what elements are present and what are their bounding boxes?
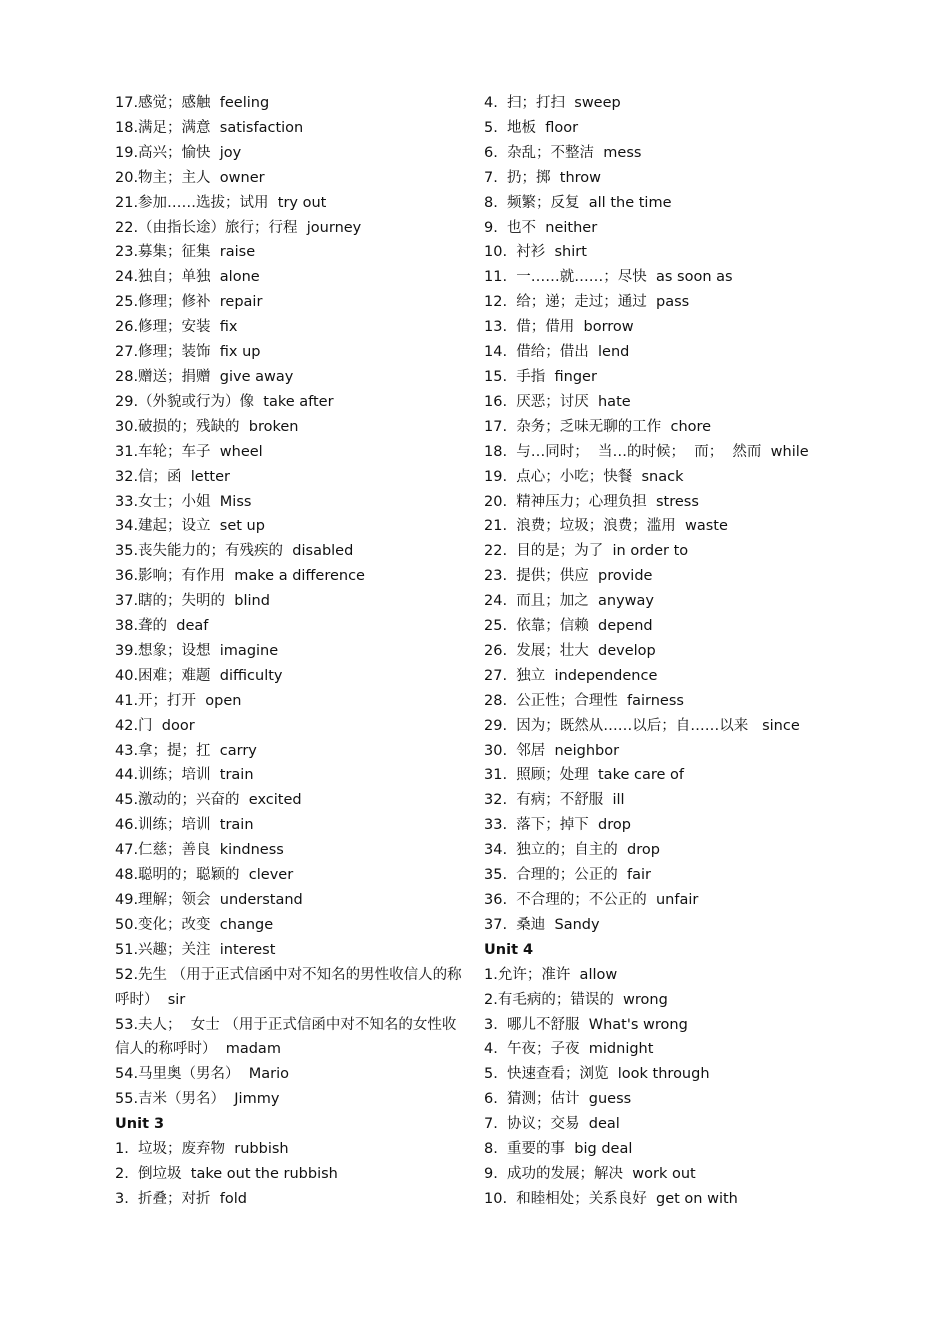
vocab-entry: 3. 哪儿不舒服 What's wrong: [484, 1016, 688, 1033]
vocab-entry: 43.拿；提；扛 carry: [115, 742, 257, 759]
vocab-entry: 18.满足；满意 satisfaction: [115, 119, 304, 136]
vocab-entry: 37.瞎的；失明的 blind: [115, 593, 270, 610]
vocab-entry: 9. 成功的发展；解决 work out: [484, 1165, 696, 1182]
vocab-entry: 36.影响；有作用 make a difference: [115, 568, 365, 585]
vocab-entry: 2.有毛病的；错误的 wrong: [484, 991, 668, 1008]
vocab-entry: 11. 一……就……；尽快 as soon as: [484, 269, 733, 286]
vocab-entry: 1.允许；准许 allow: [484, 966, 618, 983]
vocab-entry: 1. 垃圾；废弃物 rubbish: [115, 1141, 289, 1158]
vocab-entry: 34. 独立的；自主的 drop: [484, 842, 660, 859]
vocab-entry: 31.车轮；车子 wheel: [115, 443, 263, 460]
vocab-entry: 21.参加……选拔；试用 try out: [115, 194, 327, 211]
vocab-entry: 22. 目的是；为了 in order to: [484, 543, 689, 560]
vocab-entry: 22.（由指长途）旅行；行程 journey: [115, 219, 362, 236]
vocab-entry: 45.激动的；兴奋的 excited: [115, 792, 302, 809]
vocab-entry: 14. 借给；借出 lend: [484, 344, 630, 361]
vocab-entry: 28. 公正性；合理性 fairness: [484, 692, 684, 709]
vocab-entry: 50.变化；改变 change: [115, 916, 274, 933]
vocab-entry: 6. 杂乱；不整洁 mess: [484, 144, 642, 161]
vocab-entry: 26. 发展；壮大 develop: [484, 642, 656, 659]
vocab-entry: 4. 午夜；子夜 midnight: [484, 1041, 654, 1058]
vocab-entry: 4. 扫；打扫 sweep: [484, 95, 621, 111]
vocab-entry: 29.（外貌或行为）像 take after: [115, 393, 334, 410]
vocab-entry: 51.兴趣；关注 interest: [115, 941, 276, 958]
vocab-entry: 15. 手指 finger: [484, 368, 597, 385]
unit-heading: Unit 3: [115, 1116, 165, 1133]
vocab-entry: 27.修理；装饰 fix up: [115, 344, 261, 361]
vocab-entry: 36. 不合理的；不公正的 unfair: [484, 892, 699, 908]
right-column: [484, 91, 834, 1212]
vocab-entry: 9. 也不 neither: [484, 219, 598, 236]
vocab-entry: 20.物主；主人 owner: [115, 169, 265, 186]
vocab-entry: 19. 点心；小吃；快餐 snack: [484, 468, 684, 485]
vocab-entry: 17. 杂务；乏味无聊的工作 chore: [484, 418, 712, 435]
vocab-entry: 6. 猜测；估计 guess: [484, 1091, 632, 1108]
vocab-entry: 16. 厌恶；讨厌 hate: [484, 393, 631, 410]
vocab-entry: 24. 而且；加之 anyway: [484, 593, 654, 610]
vocab-entry: 33.女士；小姐 Miss: [115, 493, 252, 510]
vocab-entry: 5. 快速查看；浏览 look through: [484, 1066, 710, 1083]
vocab-entry: 49.理解；领会 understand: [115, 892, 303, 908]
vocab-entry: 30.破损的；残缺的 broken: [115, 418, 299, 435]
vocab-entry: 10. 衬衫 shirt: [484, 244, 587, 261]
vocab-entry: 29. 因为；既然从……以后；自……以来 since: [484, 717, 800, 734]
vocab-entry: 39.想象；设想 imagine: [115, 642, 279, 659]
vocab-entry: 5. 地板 floor: [484, 119, 579, 136]
vocab-entry: 17.感觉；感触 feeling: [115, 95, 270, 111]
vocab-entry: 25.修理；修补 repair: [115, 294, 263, 311]
vocab-entry: 54.马里奥（男名） Mario: [115, 1066, 290, 1083]
vocab-entry: 46.训练；培训 train: [115, 817, 254, 834]
vocab-entry: 35. 合理的；公正的 fair: [484, 867, 651, 884]
vocab-entry: 30. 邻居 neighbor: [484, 742, 620, 759]
vocab-entry: 27. 独立 independence: [484, 667, 658, 684]
vocab-entry: 20. 精神压力；心理负担 stress: [484, 493, 699, 510]
vocab-entry: 8. 重要的事 big deal: [484, 1141, 633, 1158]
vocab-entry: 7. 协议；交易 deal: [484, 1116, 620, 1133]
vocab-entry: 24.独自；单独 alone: [115, 269, 260, 286]
vocab-entry: 34.建起；设立 set up: [115, 518, 265, 535]
vocab-entry: 31. 照顾；处理 take care of: [484, 767, 684, 784]
vocab-entry: 2. 倒垃圾 take out the rubbish: [115, 1165, 338, 1182]
vocab-entry: 32. 有病；不舒服 ill: [484, 792, 625, 809]
vocab-entry: 23.募集；征集 raise: [115, 244, 256, 261]
vocab-entry: 8. 频繁；反复 all the time: [484, 194, 672, 211]
vocab-entry: 25. 依靠；信赖 depend: [484, 618, 653, 635]
left-column: [115, 91, 465, 1212]
vocab-entry: 38.聋的 deaf: [115, 618, 209, 635]
vocab-entry: 33. 落下；掉下 drop: [484, 817, 631, 834]
vocab-entry: 44.训练；培训 train: [115, 767, 254, 784]
vocab-entry: 26.修理；安装 fix: [115, 319, 238, 336]
vocab-entry: 53.夫人； 女士 （用于正式信函中对不知名的女性收信人的称呼时） madam: [115, 1016, 457, 1058]
vocab-entry: 48.聪明的；聪颖的 clever: [115, 867, 294, 884]
vocab-entry: 23. 提供；供应 provide: [484, 568, 653, 585]
vocab-entry: 12. 给；递；走过；通过 pass: [484, 294, 690, 311]
vocab-entry: 40.困难；难题 difficulty: [115, 667, 283, 684]
vocab-entry: 32.信；函 letter: [115, 468, 230, 485]
vocab-entry: 13. 借；借用 borrow: [484, 319, 634, 336]
vocab-entry: 35.丧失能力的；有残疾的 disabled: [115, 543, 354, 560]
vocab-entry: 21. 浪费；垃圾；浪费；滥用 waste: [484, 518, 728, 535]
vocab-entry: 41.开；打开 open: [115, 692, 242, 709]
vocab-entry: 18. 与…同时； 当…的时候； 而； 然而 while: [484, 443, 809, 460]
vocab-entry: 55.吉米（男名） Jimmy: [115, 1091, 280, 1108]
vocab-entry: 37. 桑迪 Sandy: [484, 916, 600, 933]
vocab-entry: 3. 折叠；对折 fold: [115, 1190, 247, 1207]
vocab-entry: 52.先生 （用于正式信函中对不知名的男性收信人的称呼时） sir: [115, 966, 462, 1008]
vocab-entry: 7. 扔；掷 throw: [484, 169, 602, 186]
vocab-entry: 19.高兴；愉快 joy: [115, 144, 242, 161]
vocab-entry: 28.赠送；捐赠 give away: [115, 368, 294, 385]
unit-heading: Unit 4: [484, 941, 534, 958]
vocab-entry: 10. 和睦相处；关系良好 get on with: [484, 1190, 738, 1207]
vocab-entry: 47.仁慈；善良 kindness: [115, 842, 284, 859]
vocab-entry: 42.门 door: [115, 717, 195, 734]
